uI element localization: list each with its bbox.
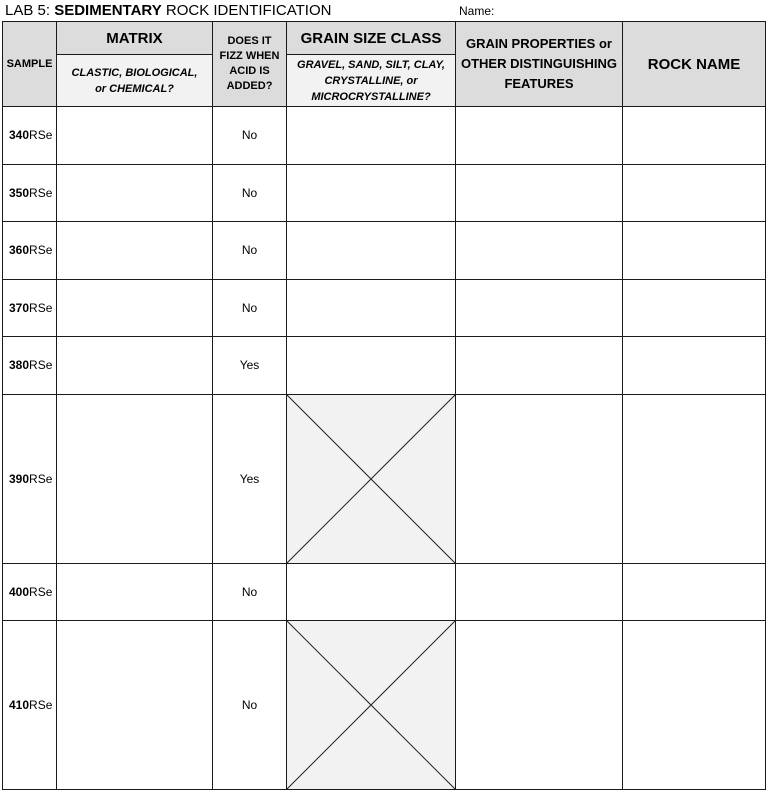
table-row	[3, 222, 766, 280]
matrix-subheader: CLASTIC, BIOLOGICAL, or CHEMICAL?	[57, 55, 213, 107]
sample-id: 350RSe	[3, 164, 57, 222]
table-row	[3, 563, 766, 621]
sample-id: 360RSe	[3, 222, 57, 280]
matrix-cell[interactable]	[57, 337, 213, 395]
table-row	[3, 394, 766, 563]
grain-size-cell[interactable]	[287, 563, 456, 621]
sample-id: 400RSe	[3, 563, 57, 621]
table-row	[3, 337, 766, 395]
rock-name-cell[interactable]	[623, 394, 766, 563]
cross-out-mark	[287, 621, 455, 789]
title-prefix: LAB 5:	[5, 2, 55, 19]
fizz-cell: No	[213, 107, 287, 165]
grain-size-cell[interactable]	[287, 337, 456, 395]
matrix-cell[interactable]	[57, 164, 213, 222]
grain-properties-cell[interactable]	[456, 107, 623, 165]
grain-size-cell[interactable]	[287, 107, 456, 165]
title-suffix: ROCK IDENTIFICATION	[161, 2, 332, 19]
rock-name-cell[interactable]	[623, 164, 766, 222]
matrix-cell[interactable]	[57, 222, 213, 280]
grain-properties-cell[interactable]	[456, 394, 623, 563]
sample-id: 380RSe	[3, 337, 57, 395]
fizz-cell: Yes	[213, 337, 287, 395]
table-row	[3, 107, 766, 165]
sample-id: 340RSe	[3, 107, 57, 165]
fizz-cell: No	[213, 279, 287, 337]
fizz-cell: No	[213, 621, 287, 790]
grain-properties-cell[interactable]	[456, 164, 623, 222]
grain-properties-cell[interactable]	[456, 563, 623, 621]
grain-properties-cell[interactable]	[456, 621, 623, 790]
matrix-cell[interactable]	[57, 394, 213, 563]
table-row	[3, 164, 766, 222]
matrix-column-header: MATRIX	[57, 22, 213, 55]
grain-properties-cell[interactable]	[456, 337, 623, 395]
title-bold: SEDIMENTARY	[54, 2, 162, 19]
rock-identification-table	[2, 21, 766, 790]
rock-name-cell[interactable]	[623, 107, 766, 165]
grain-size-subheader: GRAVEL, SAND, SILT, CLAY, CRYSTALLINE, or MICROCRYSTALLINE?	[287, 55, 456, 107]
rock-name-cell[interactable]	[623, 563, 766, 621]
grain-size-crossed-out-cell	[287, 621, 456, 790]
fizz-cell: Yes	[213, 394, 287, 563]
lab-title	[5, 1, 331, 21]
grain-size-cell[interactable]	[287, 279, 456, 337]
grain-properties-column-header: GRAIN PROPERTIES or OTHER DISTINGUISHING FEATURES	[456, 22, 623, 107]
matrix-cell[interactable]	[57, 563, 213, 621]
matrix-cell[interactable]	[57, 107, 213, 165]
sample-id: 370RSe	[3, 279, 57, 337]
matrix-cell[interactable]	[57, 621, 213, 790]
sample-id: 390RSe	[3, 394, 57, 563]
grain-size-cell[interactable]	[287, 164, 456, 222]
rock-name-column-header: ROCK NAME	[623, 22, 766, 107]
grain-size-column-header: GRAIN SIZE CLASS	[287, 22, 456, 55]
table-row	[3, 621, 766, 790]
fizz-cell: No	[213, 164, 287, 222]
rock-name-cell[interactable]	[623, 621, 766, 790]
matrix-cell[interactable]	[57, 279, 213, 337]
rock-name-cell[interactable]	[623, 279, 766, 337]
rock-name-cell[interactable]	[623, 337, 766, 395]
name-label: Name:	[459, 4, 495, 18]
fizz-cell: No	[213, 563, 287, 621]
grain-properties-cell[interactable]	[456, 222, 623, 280]
grain-properties-cell[interactable]	[456, 279, 623, 337]
fizz-cell: No	[213, 222, 287, 280]
fizz-column-header: DOES IT FIZZ WHEN ACID IS ADDED?	[213, 22, 287, 107]
sample-id: 410RSe	[3, 621, 57, 790]
cross-out-mark	[287, 395, 455, 563]
sample-column-header: SAMPLE	[3, 22, 57, 107]
grain-size-crossed-out-cell	[287, 394, 456, 563]
rock-name-cell[interactable]	[623, 222, 766, 280]
table-row	[3, 279, 766, 337]
grain-size-cell[interactable]	[287, 222, 456, 280]
